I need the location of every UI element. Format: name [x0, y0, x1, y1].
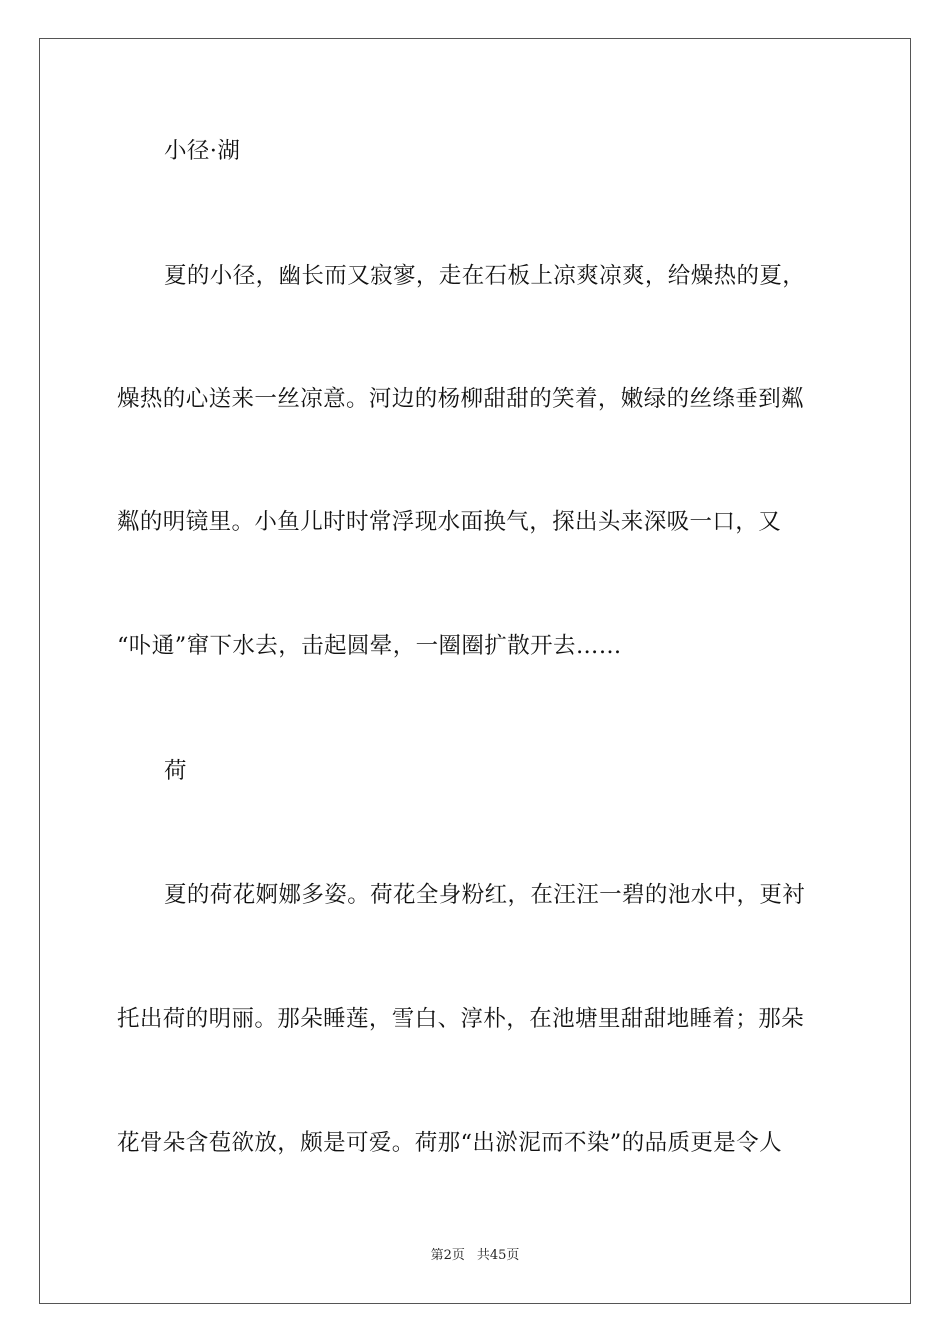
- section-heading-path-lake: 小径·湖: [164, 138, 241, 164]
- page-number: 第2页: [430, 1248, 465, 1263]
- paragraph-line: 粼的明镜里。小鱼儿时时常浮现水面换气，探出头来深吸一口，又: [117, 509, 782, 535]
- page-border: [39, 38, 911, 1304]
- paragraph-line: 燥热的心送来一丝凉意。河边的杨柳甜甜的笑着，嫩绿的丝绦垂到粼: [117, 386, 805, 412]
- paragraph-line: 夏的小径，幽长而又寂寥，走在石板上凉爽凉爽，给燥热的夏，: [164, 263, 806, 289]
- paragraph-line: “卟通”窜下水去，击起圆晕，一圈圈扩散开去……: [117, 633, 622, 659]
- page-footer: [0, 1247, 950, 1265]
- section-heading-lotus: 荷: [164, 758, 187, 784]
- paragraph-line: 托出荷的明丽。那朵睡莲，雪白、淳朴，在池塘里甜甜地睡着；那朵: [117, 1006, 805, 1032]
- page-total: 共45页: [476, 1248, 520, 1263]
- paragraph-line: 花骨朵含苞欲放，颇是可爱。荷那“出淤泥而不染”的品质更是令人: [117, 1130, 783, 1156]
- paragraph-line: 夏的荷花婀娜多姿。荷花全身粉红，在汪汪一碧的池水中，更衬: [164, 882, 806, 908]
